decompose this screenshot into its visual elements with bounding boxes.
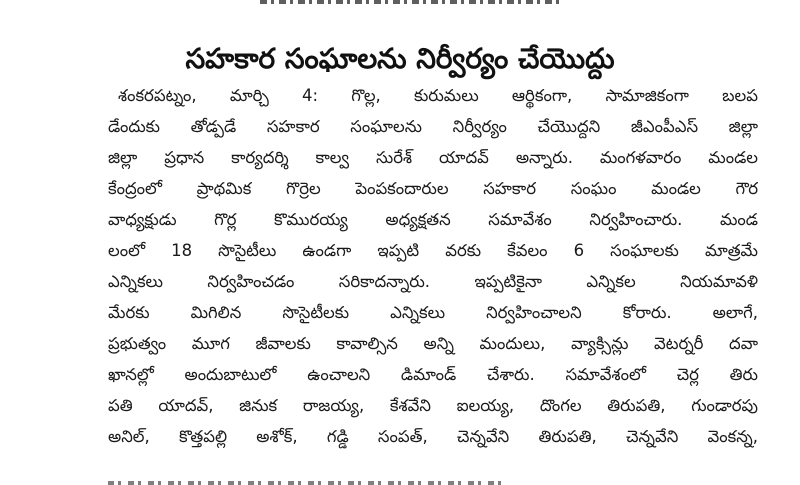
article-line: అనిల్, కొత్తపల్లి అశోక్, గడ్డి సంపత్, చెన్నవేని తిరుపతి, చెన్నవేని వెంకన్న, <box>108 427 758 446</box>
article-line: డేందుకు తోడ్పడే సహకార సంఘాలను నిర్వీర్యం చేయొద్దని జీఎంపీఎస్ జిల్లా <box>108 117 758 136</box>
article-line: పతి యాదవ్, జినుక రాజయ్య, కేశవేని ఐలయ్య, దొంగల తిరుపతి, గుండారపు <box>108 396 758 415</box>
article-line: కేంద్రంలో ప్రాథమిక గొర్రెల పెంపకందారుల సహకార సంఘం మండల గౌర <box>108 179 758 198</box>
article-line: జిల్లా ప్రధాన కార్యదర్శి కాల్వ సురేశ్ యాదవ్ అన్నారు. మంగళవారం మండల <box>108 148 758 167</box>
cut-off-text-fragment <box>108 481 508 485</box>
article-headline: సహకార సంఘాలను నిర్వీర్యం చేయొద్దు <box>185 41 615 75</box>
cut-off-text-fragment <box>260 0 560 4</box>
article-line: లంలో 18 సొసైటీలు ఉండగా ఇప్పటి వరకు కేవలం 6 సంఘాలకు మాత్రమే <box>108 241 758 260</box>
article-line: ప్రభుత్వం మూగ జీవాలకు కావాల్సిన అన్ని మందులు, వ్యాక్సిన్లు వెటర్నరీ దవా <box>108 334 758 353</box>
article-line: వాధ్యక్షుడు గొర్ల కొమురయ్య అధ్యక్షతన సమావేశం నిర్వహించారు. మండ <box>108 210 758 229</box>
article-line: ఖానల్లో అందుబాటులో ఉంచాలని డిమాండ్ చేశారు. సమావేశంలో చెర్ల తిరు <box>108 365 758 384</box>
article-line: శంకరపట్నం, మార్చి 4: గొల్ల, కురుమలు ఆర్థికంగా, సామాజికంగా బలప <box>118 86 758 105</box>
article-line: ఎన్నికలు నిర్వహించడం సరికాదన్నారు. ఇప్పటికైనా ఎన్నికల నియమావళి <box>108 272 758 291</box>
clipped-text-bottom-edge <box>0 476 800 485</box>
clipped-text-top-edge <box>0 0 800 8</box>
article-line: మేరకు మిగిలిన సొసైటీలకు ఎన్నికలు నిర్వహించాలని కోరారు. అలాగే, <box>108 303 758 322</box>
article-body <box>108 80 758 452</box>
